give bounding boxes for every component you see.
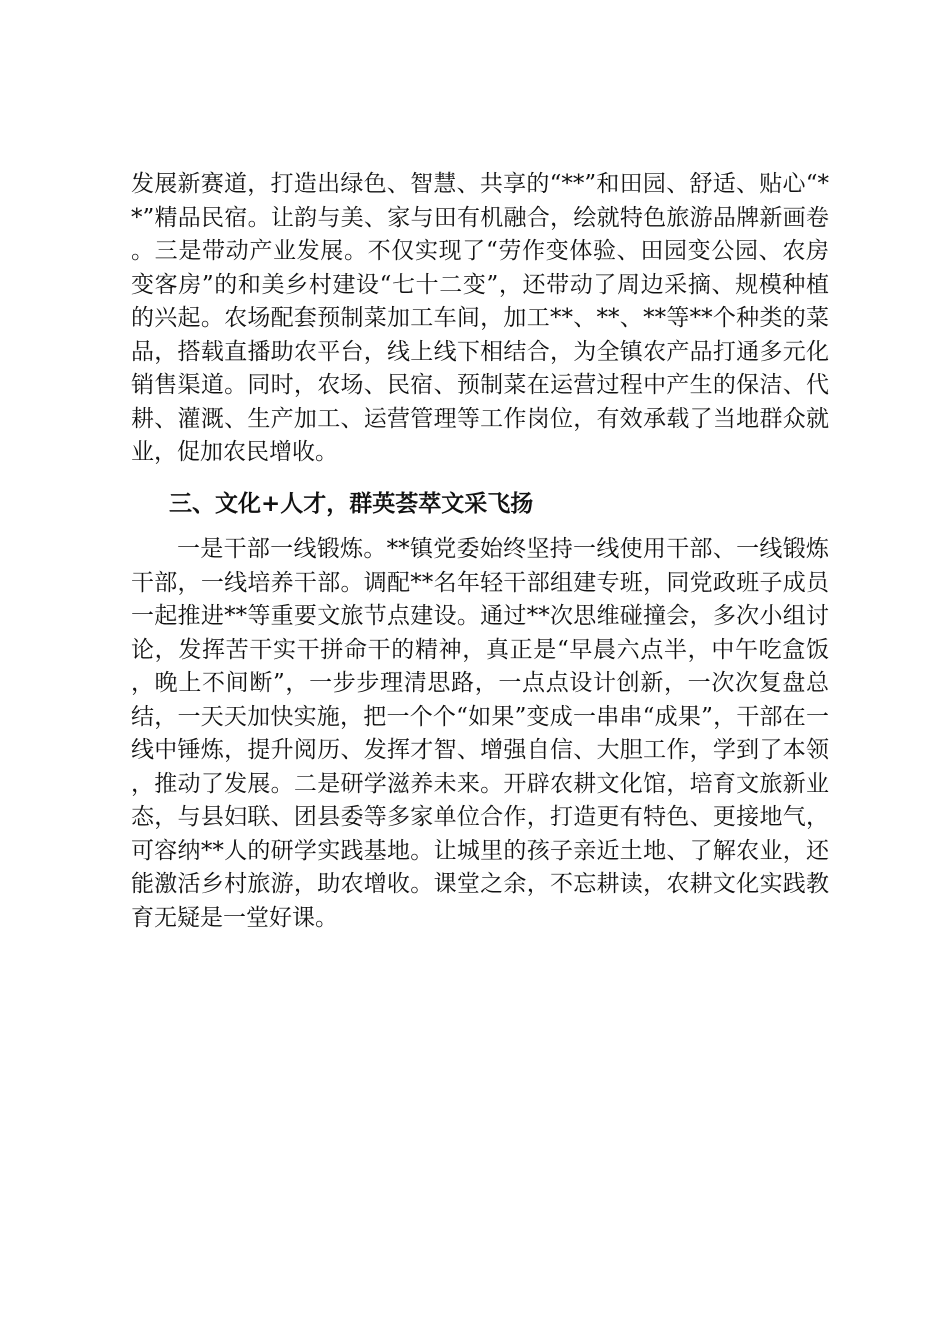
body-paragraph-1: 发展新赛道，打造出绿色、智慧、共享的“**”和田园、舒适、贴心“**”精品民宿。让韵与美、家与田有机融合，绘就特色旅游品牌新画卷。三是带动产业发展。不仅实现了“劳作变体验、田园变公园、农房变客房”的和美乡村建设“七十二变”，还带动了周边采摘、规模种植的兴起。农场配套预制菜加工车间，加工**、**、**等**个种类的菜品，搭载直播助农平台，线上线下相结合，为全镇农产品打通多元化销售渠道。同时，农场、民宿、预制菜在运营过程中产生的保洁、代耕、灌溉、生产加工、运营管理等工作岗位，有效承载了当地群众就业，促加农民增收。 <box>131 171 829 465</box>
document-body <box>131 168 829 935</box>
body-paragraph-2: 一是干部一线锻炼。**镇党委始终坚持一线使用干部、一线锻炼干部，一线培养干部。调配**名年轻干部组建专班，同党政班子成员一起推进**等重要文旅节点建设。通过**次思维碰撞会，多次小组讨论，发挥苦干实干拼命干的精神，真正是“早晨六点半，中午吃盒饭，晚上不间断”，一步步理清思路，一点点设计创新，一次次复盘总结，一天天加快实施，把一个个“如果”变成一串串“成果”，干部在一线中锤炼，提升阅历、发挥才智、增强自信、大胆工作，学到了本领，推动了发展。二是研学滋养未来。开辟农耕文化馆，培育文旅新业态，与县妇联、团县委等多家单位合作，打造更有特色、更接地气，可容纳**人的研学实践基地。让城里的孩子亲近土地、了解农业，还能激活乡村旅游，助农增收。课堂之余，不忘耕读，农耕文化实践教育无疑是一堂好课。 <box>131 536 829 931</box>
section-heading: 三、文化+人才，群英荟萃文采飞扬 <box>169 490 534 517</box>
